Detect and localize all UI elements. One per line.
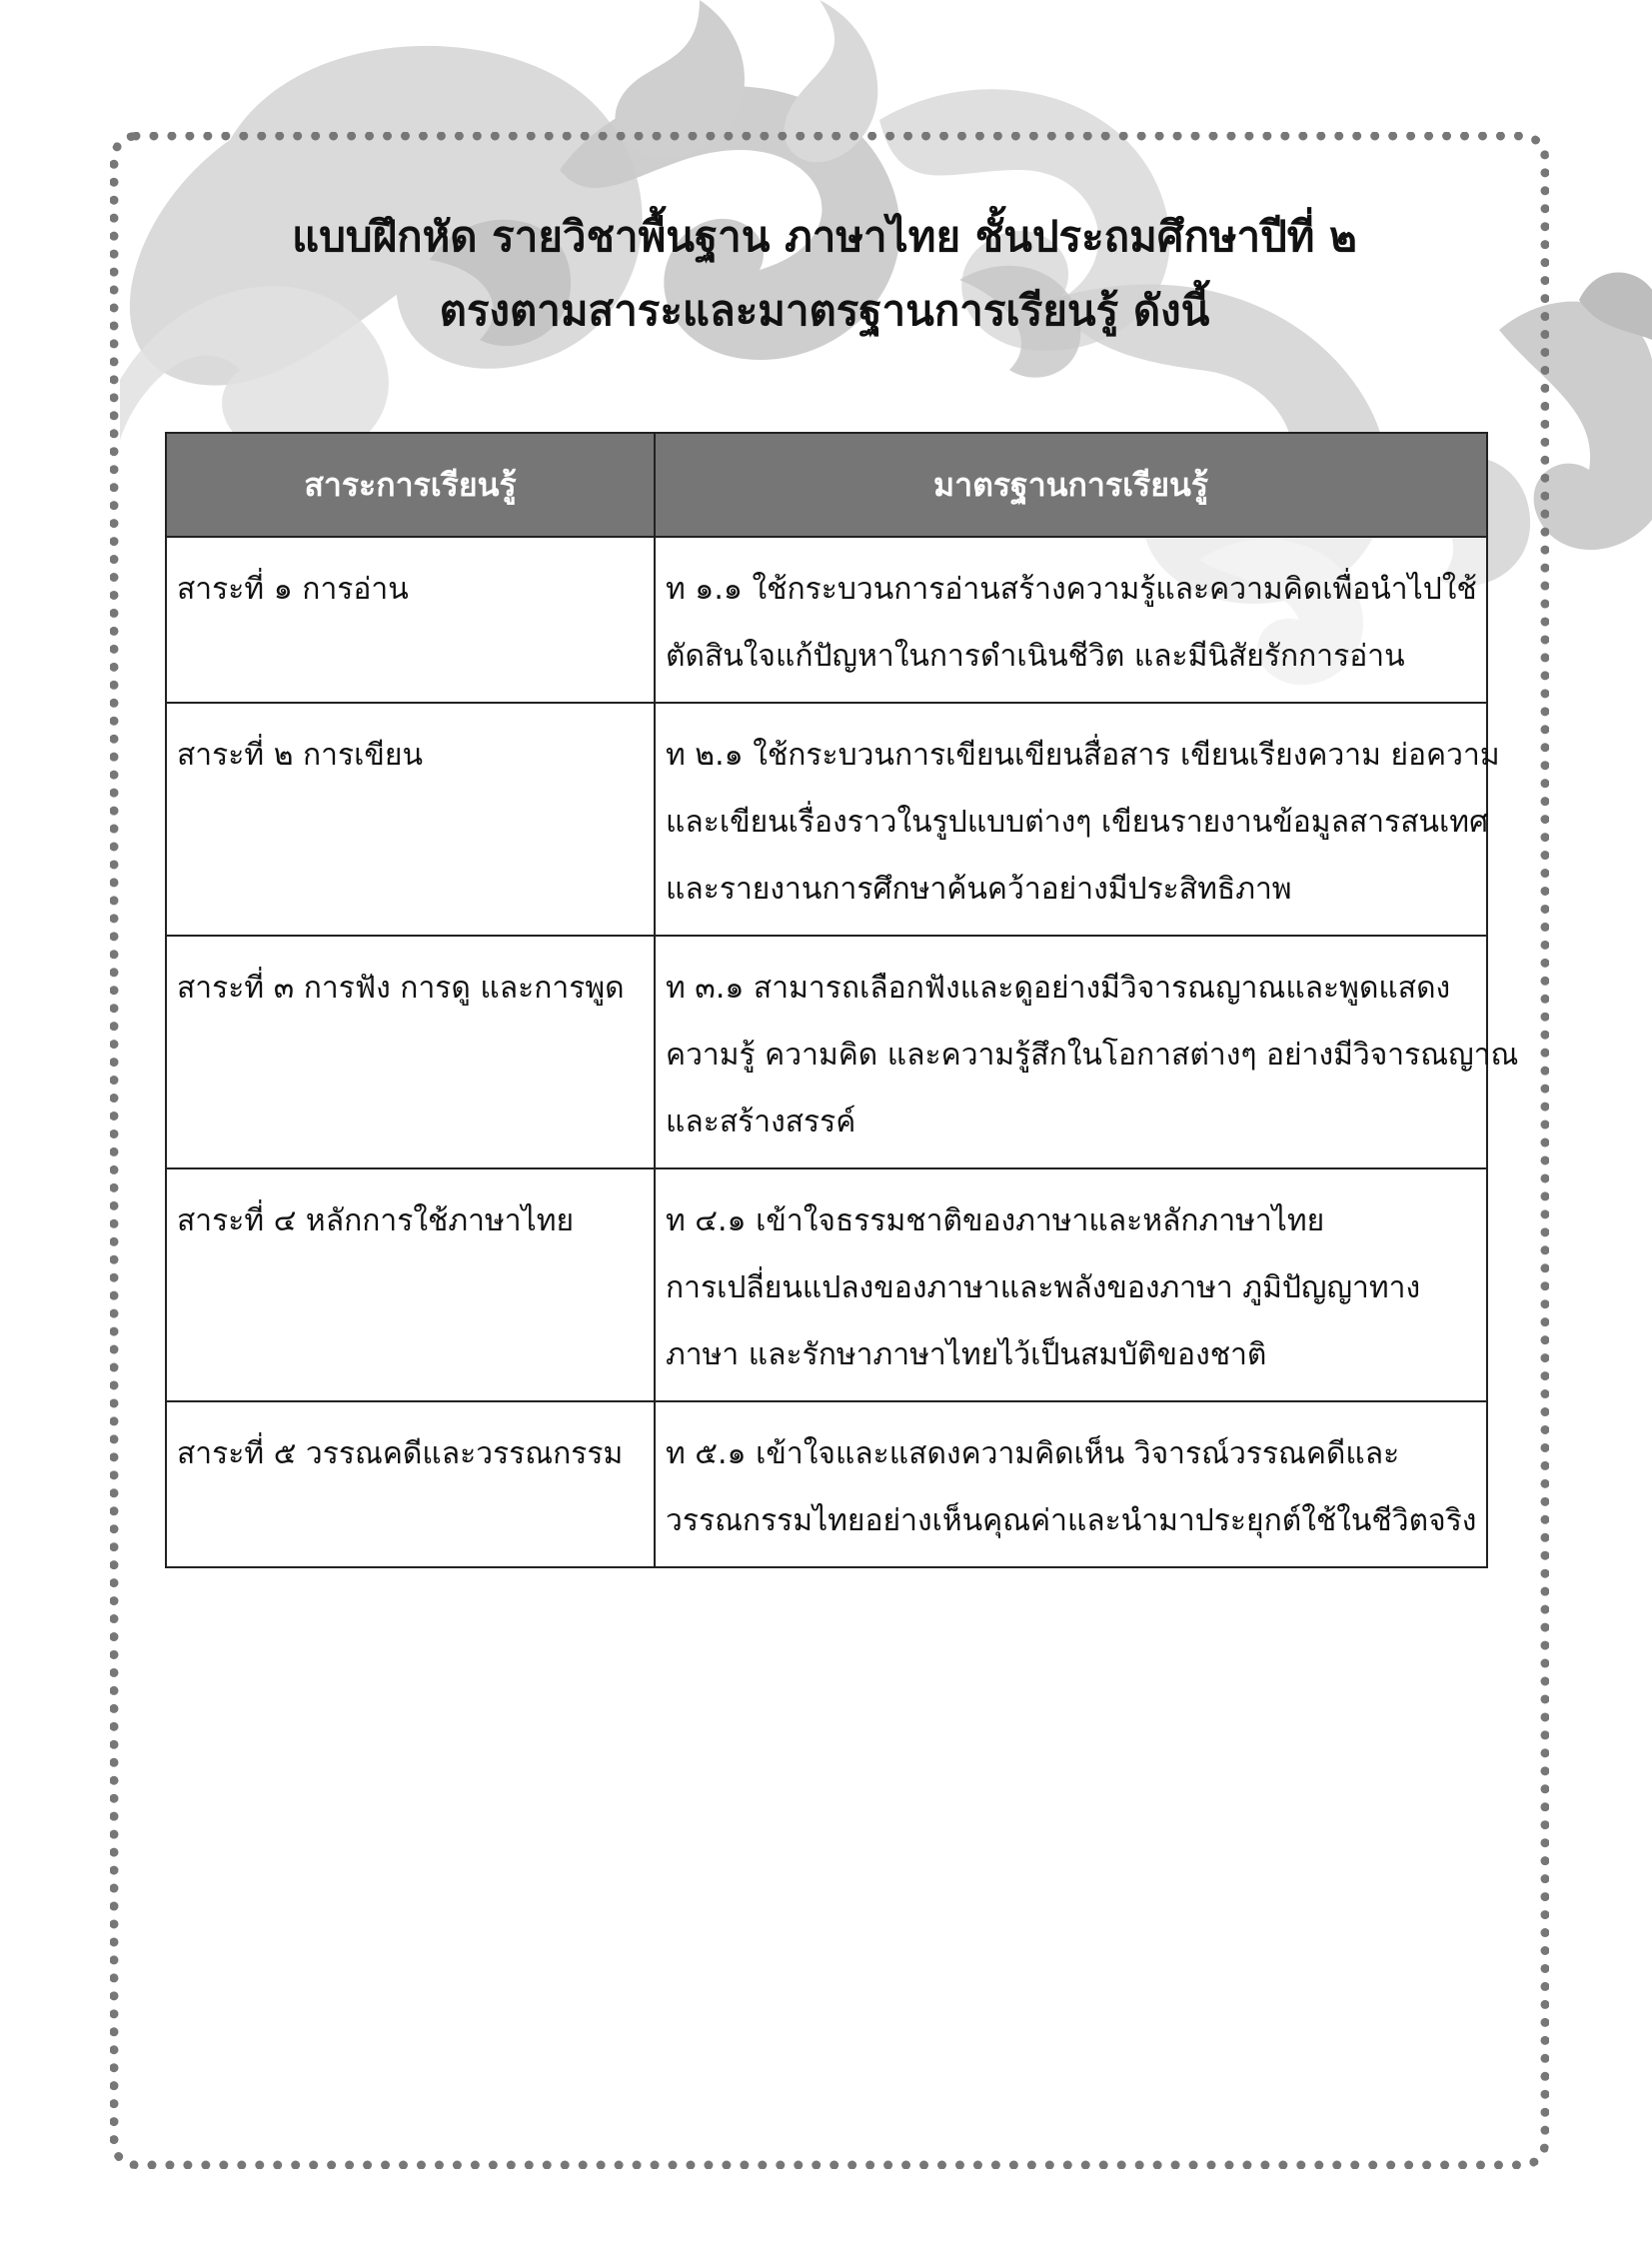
standard-line: และสร้างสรรค์	[666, 1105, 856, 1139]
table-header-row	[166, 433, 1487, 537]
strand-cell: สาระที่ ๕ วรรณคดีและวรรณกรรม	[166, 1401, 655, 1567]
standard-cell	[655, 703, 1500, 936]
standard-cell	[655, 1168, 1487, 1401]
standard-cell	[655, 1401, 1487, 1567]
table-row	[166, 1168, 1487, 1401]
title-line-1: แบบฝึกหัด รายวิชาพื้นฐาน ภาษาไทย ชั้นประถมศึกษาปีที่ ๒	[292, 212, 1357, 261]
standard-line: และรายงานการศึกษาค้นคว้าอย่างมีประสิทธิภาพ	[666, 872, 1292, 907]
table-row	[166, 537, 1487, 703]
standard-line: วรรณกรรมไทยอย่างเห็นคุณค่าและนำมาประยุกต์ใช้ในชีวิตจริง	[666, 1503, 1477, 1538]
strand-cell: สาระที่ ๔ หลักการใช้ภาษาไทย	[166, 1168, 655, 1401]
standard-line: การเปลี่ยนแปลงของภาษาและพลังของภาษา ภูมิปัญญาทาง	[666, 1270, 1421, 1305]
standard-line: ภาษา และรักษาภาษาไทยไว้เป็นสมบัติของชาติ	[666, 1337, 1267, 1372]
strand-cell: สาระที่ ๑ การอ่าน	[166, 537, 655, 703]
learning-standards-table	[165, 432, 1519, 1568]
strand-cell: สาระที่ ๒ การเขียน	[166, 703, 655, 936]
standard-line: ท ๓.๑ สามารถเลือกฟังและดูอย่างมีวิจารณญาณและพูดแสดง	[666, 971, 1451, 1006]
standard-line: ความรู้ ความคิด และความรู้สึกในโอกาสต่างๆ อย่างมีวิจารณญาณ	[666, 1038, 1519, 1073]
standard-line: ตัดสินใจแก้ปัญหาในการดำเนินชีวิต และมีนิสัยรักการอ่าน	[666, 639, 1405, 674]
standard-line: ท ๑.๑ ใช้กระบวนการอ่านสร้างความรู้และความคิดเพื่อนำไปใช้	[666, 572, 1477, 607]
table-row	[166, 936, 1487, 1168]
table-row	[166, 703, 1487, 936]
table-row	[166, 1401, 1487, 1567]
standard-line: ท ๕.๑ เข้าใจและแสดงความคิดเห็น วิจารณ์วรรณคดีและ	[666, 1436, 1400, 1471]
page-title	[150, 200, 1499, 348]
standard-line: ท ๒.๑ ใช้กระบวนการเขียนเขียนสื่อสาร เขียนเรียงความ ย่อความ	[666, 738, 1500, 773]
standard-cell	[655, 936, 1519, 1168]
strand-cell: สาระที่ ๓ การฟัง การดู และการพูด	[166, 936, 655, 1168]
header-standard: มาตรฐานการเรียนรู้	[655, 433, 1487, 537]
title-line-2: ตรงตามสาระและมาตรฐานการเรียนรู้ ดังนี้	[439, 286, 1210, 335]
header-strand: สาระการเรียนรู้	[166, 433, 655, 537]
standard-cell	[655, 537, 1487, 703]
standard-line: ท ๔.๑ เข้าใจธรรมชาติของภาษาและหลักภาษาไทย	[666, 1203, 1325, 1238]
standard-line: และเขียนเรื่องราวในรูปแบบต่างๆ เขียนรายงานข้อมูลสารสนเทศ	[666, 805, 1489, 840]
